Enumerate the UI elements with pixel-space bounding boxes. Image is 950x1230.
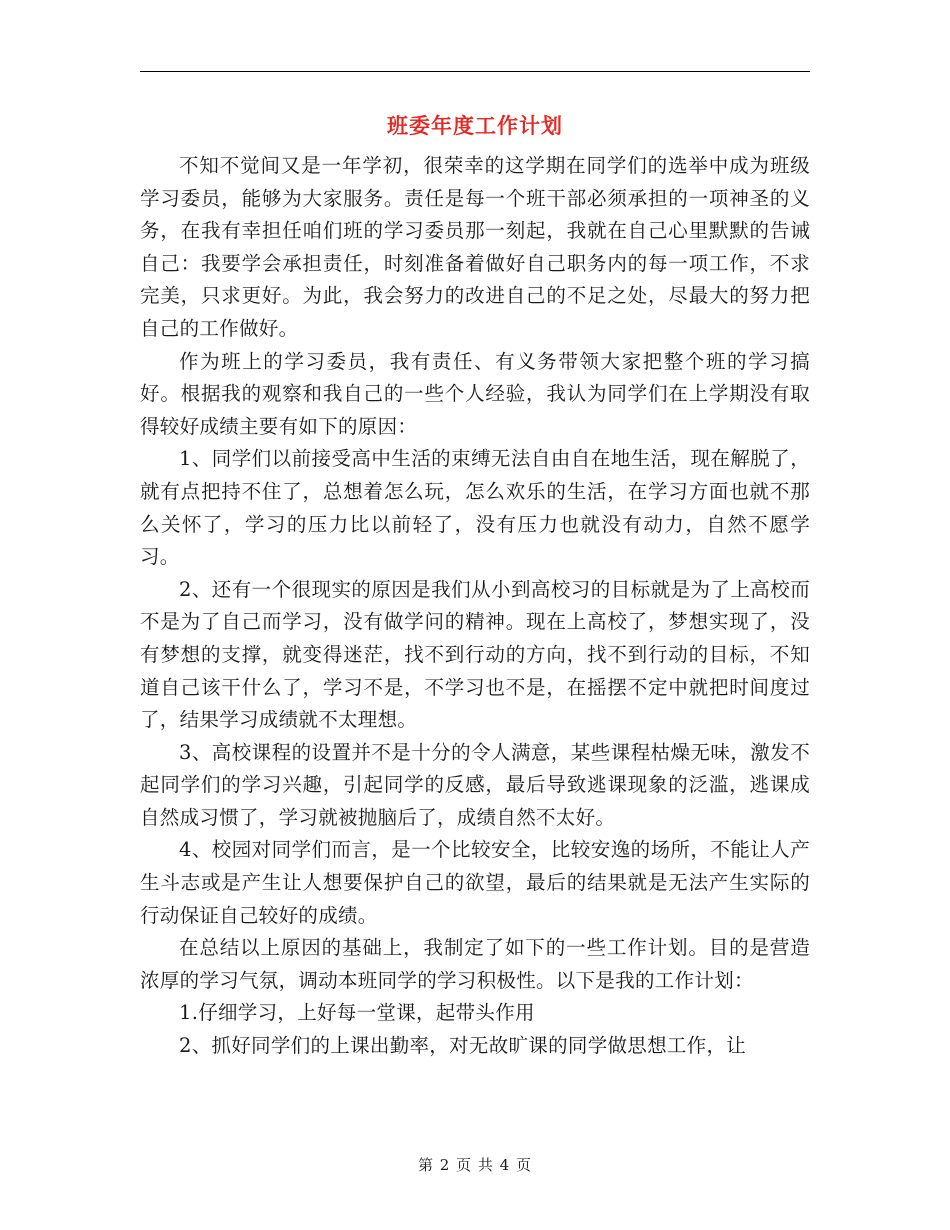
header-rule: [140, 71, 810, 72]
paragraph: 作为班上的学习委员，我有责任、有义务带领大家把整个班的学习搞好。根据我的观察和我自己的一些个人经验，我认为同学们在上学期没有取得较好成绩主要有如下的原因：: [140, 349, 810, 438]
paragraph: 不知不觉间又是一年学初，很荣幸的这学期在同学们的选举中成为班级学习委员，能够为大家服务。责任是每一个班干部必须承担的一项神圣的义务，在我有幸担任咱们班的学习委员那一刻起，我就在自己心里默默的告诫自己：我要学会承担责任，时刻准备着做好自己职务内的每一项工作，不求完美，只求更好。为此，我会努力的改进自己的不足之处，尽最大的努力把自己的工作做好。: [140, 154, 810, 340]
paragraph: 2、抓好同学们的上课出勤率，对无故旷课的同学做思想工作，让: [179, 1034, 747, 1058]
page-footer: 第 2 页 共 4 页: [418, 1156, 532, 1174]
paragraph: 2、还有一个很现实的原因是我们从小到高校习的目标就是为了上高校而不是为了自己而学习，没有做学问的精神。现在上高校了，梦想实现了，没有梦想的支撑，就变得迷茫，找不到行动的方向，找不到行动的目标，不知道自己该干什么了，学习不是，不学习也不是，在摇摆不定中就把时间度过了，结果学习成绩就不太理想。: [140, 577, 810, 732]
paragraph: 3、高校课程的设置并不是十分的令人满意，某些课程枯燥无味，激发不起同学们的学习兴趣，引起同学的反感，最后导致逃课现象的泛滥，逃课成自然成习惯了，学习就被抛脑后了，成绩自然不太好。: [140, 740, 810, 829]
paragraph: 在总结以上原因的基础上，我制定了如下的一些工作计划。目的是营造浓厚的学习气氛，调动本班同学的学习积极性。以下是我的工作计划：: [140, 936, 810, 992]
paragraph: 4、校园对同学们而言，是一个比较安全，比较安逸的场所，不能让人产生斗志或是产生让人想要保护自己的欲望，最后的结果就是无法产生实际的行动保证自己较好的成绩。: [140, 838, 810, 927]
paragraph: 1、同学们以前接受高中生活的束缚无法自由自在地生活，现在解脱了，就有点把持不住了，总想着怎么玩，怎么欢乐的生活，在学习方面也就不那么关怀了，学习的压力比以前轻了，没有压力也就没有动力，自然不愿学习。: [140, 447, 810, 569]
document-title: 班委年度工作计划: [387, 113, 563, 138]
paragraph: 1.仔细学习，上好每一堂课，起带头作用: [179, 1001, 535, 1025]
document-body: [140, 150, 810, 1063]
